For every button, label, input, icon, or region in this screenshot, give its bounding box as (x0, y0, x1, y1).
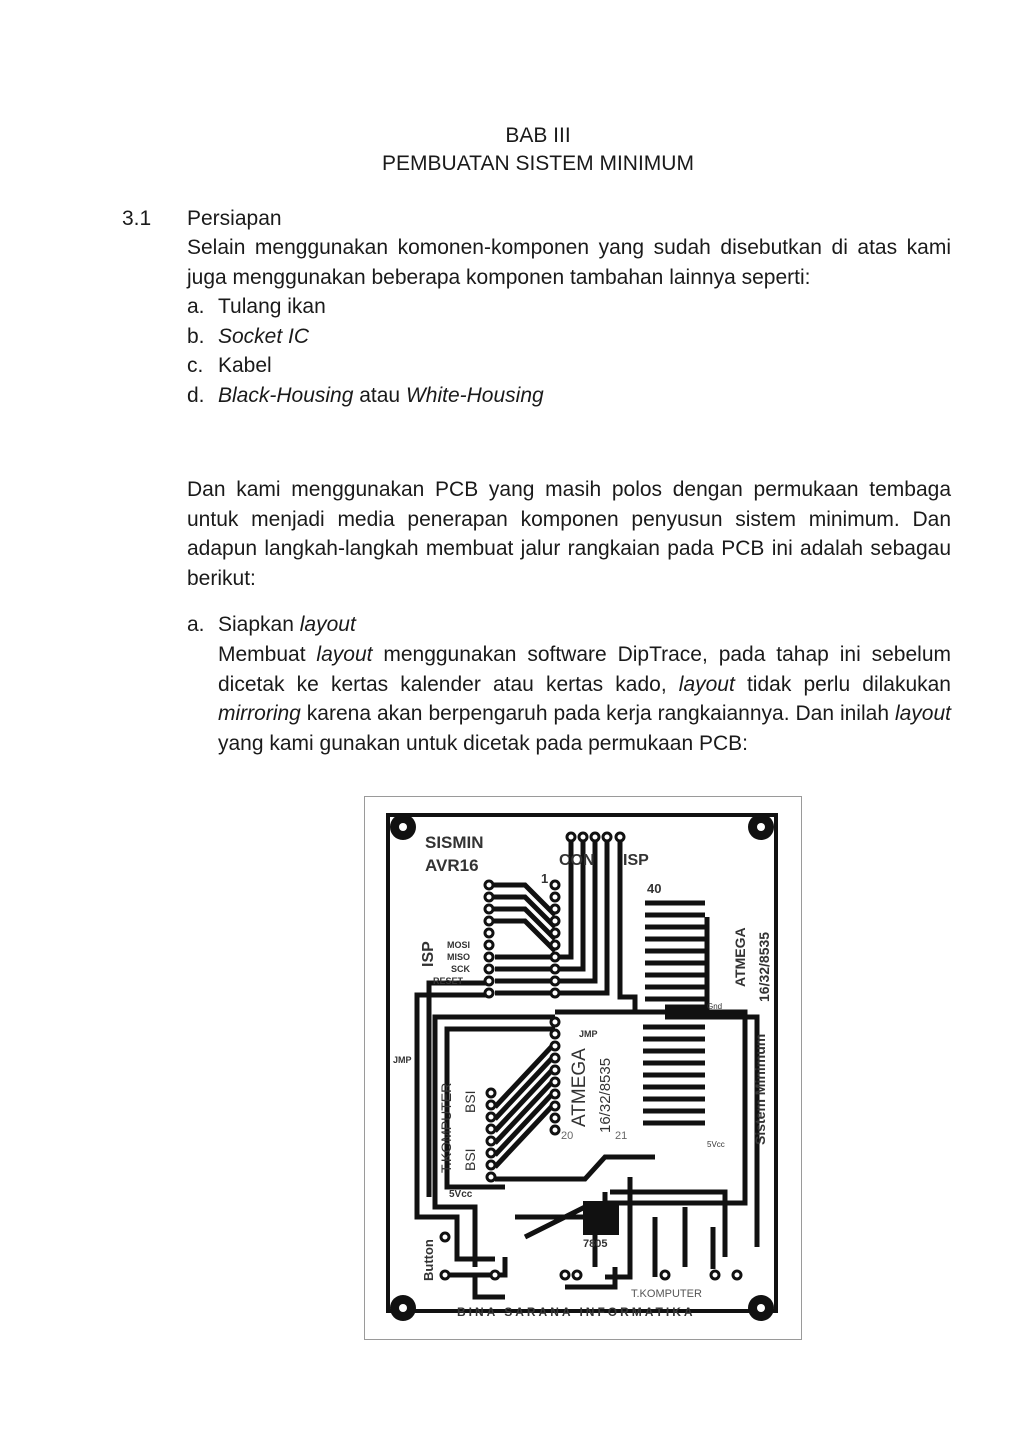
pcb-layout-figure (364, 796, 802, 1340)
chip-right-pads (643, 1027, 705, 1123)
pcb-label-miso: MISO (447, 952, 471, 962)
pcb-title-sismin: SISMIN (425, 833, 484, 852)
pcb-label-mosi: MOSI (447, 940, 471, 950)
pcb-chip-model: 16/32/8535 (597, 1057, 614, 1133)
pcb-label-isp-top: ISP (623, 852, 649, 869)
pcb-label-bsi-1: BSI (462, 1090, 478, 1113)
pcb-label-gnd: Gnd (707, 1002, 723, 1011)
pcb-label-con: CON (559, 852, 595, 869)
list-marker: b. (187, 325, 205, 348)
list-item (187, 292, 326, 322)
step-body-italic: layout (316, 643, 373, 666)
pcb-label-5vcc-right: 5Vcc (707, 1140, 725, 1149)
step-body-text: Membuat (218, 643, 317, 666)
step-body-italic: layout (678, 672, 735, 696)
pcb-label-jmp-mid: JMP (579, 1029, 598, 1039)
chapter-title: PEMBUATAN SISTEM MINIMUM (382, 152, 694, 175)
step-body-italic: mirroring (218, 702, 301, 726)
pcb-layout-image (365, 797, 801, 1339)
step-title-italic: layout (299, 613, 356, 636)
pcb-label-atmega-side-model: 16/32/8535 (756, 931, 772, 1002)
pcb-label-bina: BINA SARANA INFORMATIKA (457, 1305, 696, 1319)
list-marker: d. (187, 384, 205, 407)
list-text: Socket IC (218, 325, 310, 348)
pcb-title-avr16: AVR16 (425, 856, 479, 875)
list-text: atau (353, 384, 406, 407)
isp-connector-pads (567, 833, 624, 841)
list-item (187, 381, 544, 411)
pcb-label-button: Button (421, 1239, 436, 1281)
step-body-text: tidak perlu dilakukan (734, 672, 951, 696)
left-header-pads (485, 881, 493, 997)
pcb-label-pin40: 40 (647, 881, 662, 896)
pcb-label-sistem-minimum: Sistem Minimum (752, 1033, 768, 1145)
list-text-italic: Black-Housing (218, 384, 354, 407)
step-title (187, 610, 356, 640)
pcb-label-jmp-left: JMP (393, 1055, 412, 1065)
pcb-label-5vcc-left: 5Vcc (449, 1189, 473, 1200)
bsi-pads (487, 1089, 495, 1181)
header-40-pads (645, 903, 705, 999)
pcb-label-tkomputer-bottom: T.KOMPUTER (631, 1288, 702, 1300)
step-body-text: yang kami gunakan untuk dicetak pada permukaan PCB: (218, 731, 748, 755)
pcb-label-pin1: 1 (541, 871, 549, 886)
pcb-label-pin21: 21 (615, 1130, 628, 1142)
list-item (187, 322, 309, 352)
intro-paragraph: Selain menggunakan komonen-komponen yang sudah disebutkan di atas kami juga menggunakan beberapa komponen tambahan lainnya seperti: (187, 236, 951, 289)
list-item (187, 351, 272, 381)
section-title: Persiapan (187, 207, 282, 230)
chip-left-pads (551, 1018, 559, 1134)
step-title-text: Siapkan (218, 613, 300, 636)
regulator-7805 (583, 1201, 619, 1235)
pcb-label-sck: SCK (451, 964, 471, 974)
section-number: 3.1 (122, 207, 152, 230)
pcb-label-isp-side: ISP (420, 941, 437, 967)
pcb-label-bsi-2: BSI (462, 1148, 478, 1171)
pcb-label-atmega-side: ATMEGA (732, 927, 748, 987)
pcb-label-reset: RESET (433, 976, 464, 986)
pcb-chip-name: ATMEGA (569, 1048, 590, 1127)
list-marker: a. (187, 295, 205, 318)
list-text: Kabel (218, 354, 272, 377)
chapter-number: BAB III (505, 124, 571, 147)
pcb-paragraph: Dan kami menggunakan PCB yang masih polos dengan permukaan tembaga untuk menjadi media penerapan komponen penyusun sistem minimum. Dan adapun langkah-langkah membuat jalur rangkaian pada PCB ini adalah sebagau berikut: (187, 478, 951, 590)
list-marker: c. (187, 354, 204, 377)
list-text: Tulang ikan (218, 295, 326, 318)
step-body-text: menggunakan software DipTrace, pada tahap ini sebelum dicetak ke kertas kalender atau kertas kado, (218, 643, 951, 696)
pcb-label-tkomputer-side: T.KOMPUTER (438, 1082, 454, 1173)
step-body-text: karena akan berpengaruh pada kerja rangkaiannya. Dan inilah (300, 702, 895, 726)
list-text-italic: White-Housing (405, 384, 544, 407)
step-body (218, 640, 951, 758)
pcb-label-pin20: 20 (561, 1130, 574, 1142)
pcb-label-7805: 7805 (583, 1238, 608, 1250)
step-body-italic: layout (894, 702, 951, 726)
step-marker: a. (187, 613, 205, 636)
